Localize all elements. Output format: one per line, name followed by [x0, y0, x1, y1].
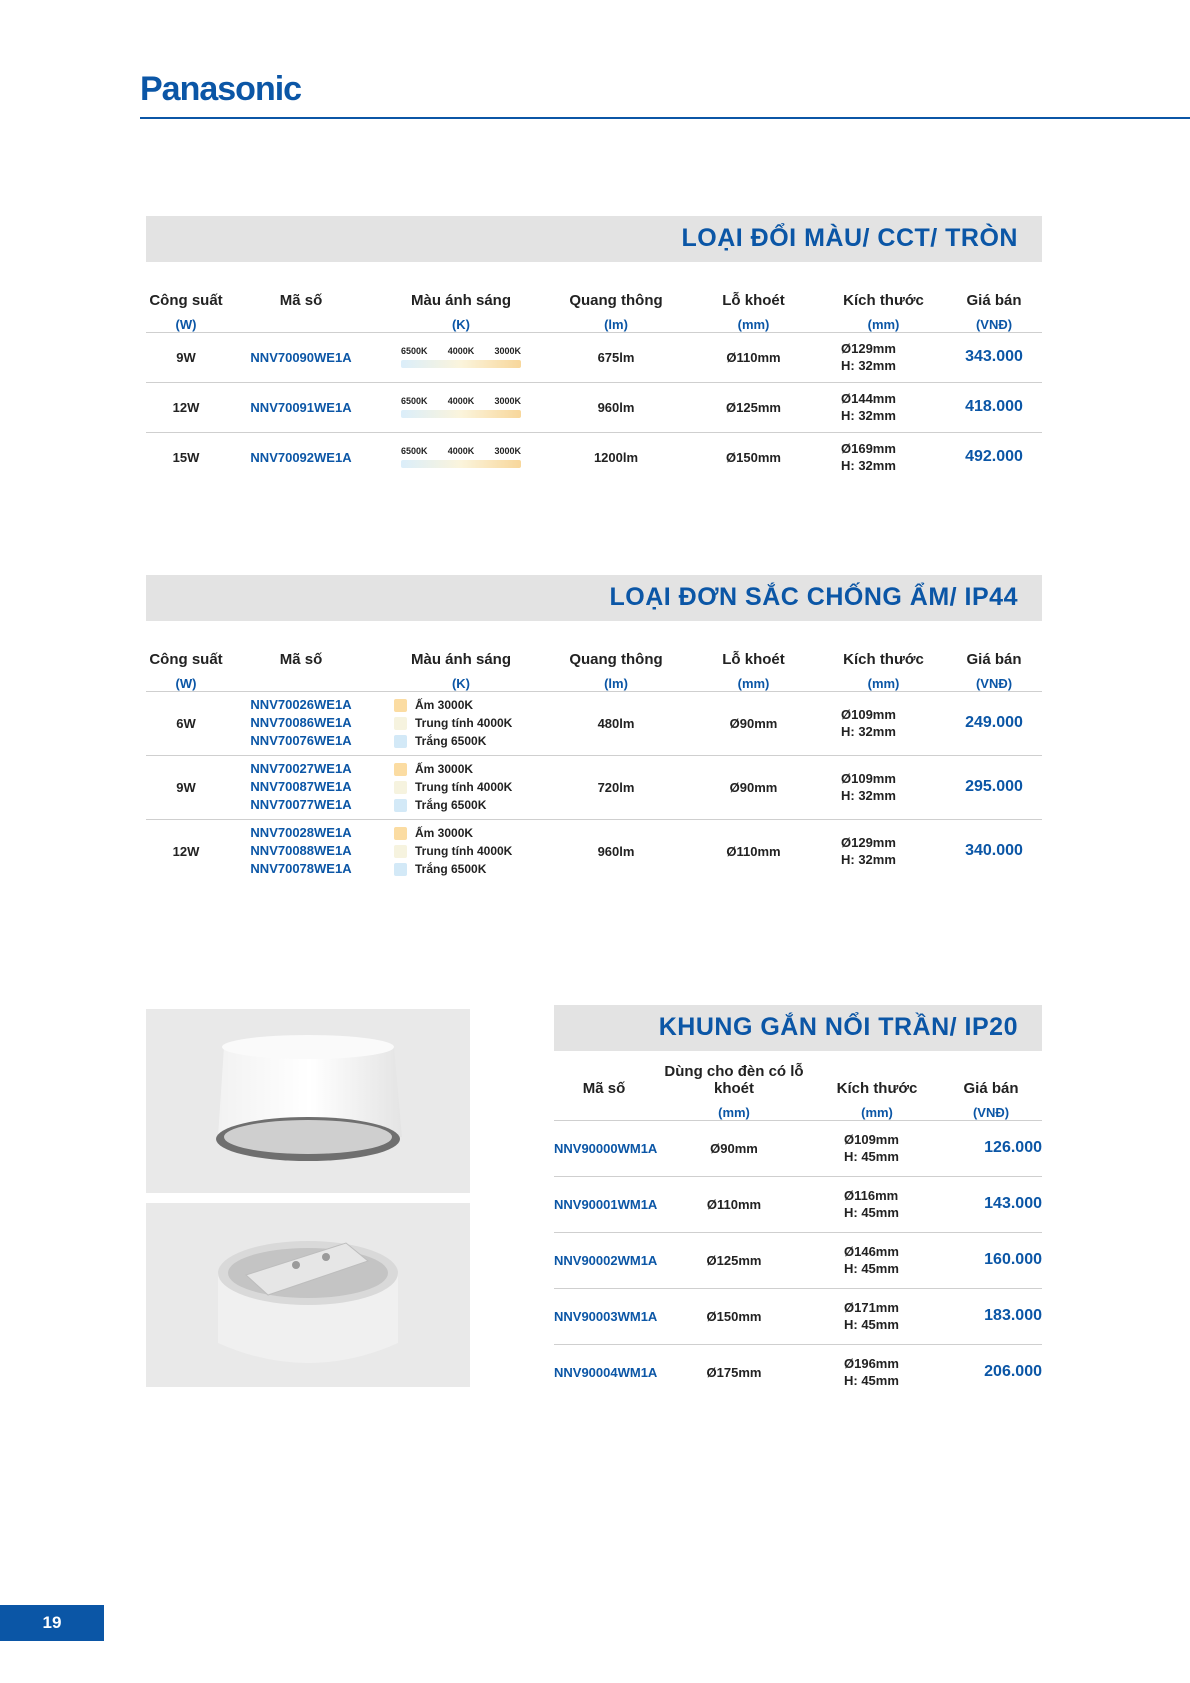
- price-cell: [940, 1120, 1042, 1176]
- header-unit: [554, 1105, 654, 1120]
- header-label: Quang thông: [569, 291, 663, 309]
- product-code: NNV70092WE1A: [250, 449, 352, 465]
- code-cell: [554, 1176, 658, 1232]
- cutout-cell: [654, 1288, 814, 1344]
- size-cell: [814, 1344, 940, 1400]
- size-height: H: 32mm: [841, 458, 896, 474]
- power-cell: [146, 382, 226, 432]
- cutout-cell: [654, 1232, 814, 1288]
- cct-header-2: [376, 282, 546, 332]
- header-unit: (W): [175, 675, 197, 691]
- table-row: [554, 1232, 1042, 1288]
- size-diameter: Ø109mm: [844, 1132, 899, 1147]
- header-label: Kích thước: [843, 291, 924, 309]
- price-cell: [946, 819, 1042, 883]
- color-swatch: [394, 863, 407, 876]
- size-cell: [821, 691, 946, 755]
- header-unit: (lm): [604, 675, 628, 691]
- color-cell: [376, 432, 546, 482]
- price-cell: [940, 1344, 1042, 1400]
- lumen-value: 960lm: [597, 399, 635, 415]
- table-row: [146, 755, 1042, 819]
- ip44-header-6: [946, 639, 1042, 691]
- header-label: Quang thông: [569, 650, 663, 668]
- price-value: 160.000: [984, 1251, 1042, 1268]
- product-code: NNV70088WE1A: [250, 843, 352, 859]
- color-label: Trắng 6500K: [415, 734, 487, 748]
- code-cell: [554, 1344, 658, 1400]
- color-swatch: [394, 799, 407, 812]
- cutout-cell: [686, 819, 821, 883]
- size-cell: [821, 432, 946, 482]
- color-swatch-item: [394, 778, 546, 796]
- cct-header-6: [946, 282, 1042, 332]
- header-unit: (mm): [737, 316, 770, 332]
- size-height: H: 32mm: [841, 852, 896, 868]
- cutout-value: Ø175mm: [706, 1364, 762, 1380]
- lumen-value: 720lm: [597, 779, 635, 795]
- price-cell: [946, 755, 1042, 819]
- cct-table: [146, 282, 1042, 482]
- power-value: 12W: [172, 843, 200, 859]
- frame-header-0: [554, 1062, 654, 1120]
- kelvin-label: 4000K: [447, 396, 475, 406]
- ip44-header-3: [546, 639, 686, 691]
- size-cell: [821, 382, 946, 432]
- header-label: Công suất: [149, 650, 223, 668]
- product-photo-frame-bottom: [146, 1203, 470, 1387]
- ip44-header-1: [226, 639, 376, 691]
- color-label: Ấm 3000K: [415, 826, 474, 841]
- product-code: NNV90003WM1A: [554, 1308, 658, 1324]
- price-cell: [940, 1232, 1042, 1288]
- price-cell: [946, 432, 1042, 482]
- ip44-table: [146, 639, 1042, 883]
- power-cell: [146, 819, 226, 883]
- kelvin-label: 6500K: [401, 346, 428, 356]
- power-cell: [146, 332, 226, 382]
- header-label: Mã số: [582, 1079, 626, 1097]
- power-value: 9W: [176, 349, 196, 365]
- lumen-value: 960lm: [597, 843, 635, 859]
- price-value: 295.000: [965, 778, 1023, 795]
- price-value: 492.000: [965, 448, 1023, 466]
- header-unit: (mm): [737, 675, 770, 691]
- table-row: [146, 332, 1042, 382]
- size-diameter: Ø196mm: [844, 1356, 899, 1372]
- page-number: 19: [0, 1605, 104, 1641]
- table-row: [554, 1288, 1042, 1344]
- price-value: 183.000: [984, 1307, 1042, 1324]
- cutout-cell: [686, 755, 821, 819]
- cutout-cell: [654, 1120, 814, 1176]
- kelvin-label: 3000K: [494, 346, 521, 356]
- header-unit: [226, 676, 376, 691]
- lumen-cell: [546, 755, 686, 819]
- code-cell: [226, 382, 376, 432]
- price-value: 206.000: [984, 1363, 1042, 1381]
- color-label: Ấm 3000K: [415, 698, 474, 712]
- price-cell: [946, 691, 1042, 755]
- product-code: NNV90000WM1A: [554, 1140, 658, 1156]
- header-unit: (VNĐ): [975, 316, 1013, 332]
- color-label: Trắng 6500K: [415, 798, 487, 812]
- color-swatch: [394, 781, 407, 794]
- header-unit: (mm): [861, 1104, 893, 1120]
- cutout-cell: [654, 1176, 814, 1232]
- header-label: Giá bán: [966, 650, 1022, 668]
- cct-header-4: [686, 282, 821, 332]
- size-height: H: 32mm: [841, 408, 896, 423]
- size-height: H: 45mm: [844, 1261, 899, 1276]
- cutout-value: Ø150mm: [706, 1308, 762, 1324]
- price-value: 143.000: [984, 1195, 1042, 1212]
- header-label: Màu ánh sáng: [410, 650, 511, 668]
- frame-table: [554, 1062, 1042, 1400]
- cutout-value: Ø110mm: [706, 1196, 762, 1212]
- code-cell: [554, 1232, 658, 1288]
- code-cell: [226, 691, 376, 755]
- product-code: NNV70027WE1A: [250, 761, 352, 776]
- size-height: H: 32mm: [841, 724, 896, 739]
- price-value: 418.000: [965, 398, 1023, 415]
- product-code: NNV70078WE1A: [250, 861, 352, 877]
- frame-header-3: [940, 1062, 1042, 1120]
- ip44-section-bar: [146, 575, 1042, 621]
- header-unit: [226, 317, 376, 332]
- power-value: 12W: [172, 399, 200, 415]
- cutout-cell: [686, 691, 821, 755]
- cutout-value: Ø125mm: [726, 399, 781, 415]
- lumen-cell: [546, 332, 686, 382]
- header-label: Lỗ khoét: [722, 291, 785, 309]
- header-unit: (VNĐ): [972, 1104, 1010, 1120]
- cct-header-0: [146, 282, 226, 332]
- cutout-cell: [654, 1344, 814, 1400]
- color-cell: [376, 819, 546, 883]
- color-label: Ấm 3000K: [415, 762, 474, 776]
- table-row: [554, 1176, 1042, 1232]
- size-diameter: Ø109mm: [841, 771, 896, 786]
- table-row: [146, 691, 1042, 755]
- product-code: NNV70076WE1A: [250, 733, 352, 748]
- size-diameter: Ø146mm: [844, 1244, 899, 1259]
- table-row: [554, 1344, 1042, 1400]
- price-cell: [946, 382, 1042, 432]
- lumen-value: 480lm: [597, 715, 635, 731]
- color-swatch: [394, 735, 407, 748]
- code-cell: [554, 1120, 658, 1176]
- color-swatch: [394, 845, 407, 858]
- color-swatch: [394, 763, 407, 776]
- size-diameter: Ø169mm: [841, 441, 896, 457]
- power-value: 6W: [176, 715, 196, 731]
- header-rule: [140, 117, 1190, 119]
- header-unit: (VNĐ): [975, 675, 1013, 691]
- header-label: Giá bán: [966, 291, 1022, 309]
- size-height: H: 45mm: [844, 1205, 899, 1220]
- cutout-cell: [686, 432, 821, 482]
- color-swatch-item: [394, 842, 546, 860]
- color-swatch-item: [394, 714, 546, 732]
- header-label: Mã số: [279, 291, 323, 309]
- header-label: Kích thước: [843, 650, 924, 668]
- cct-gradient-bar: [401, 410, 521, 418]
- size-diameter: Ø109mm: [841, 707, 896, 722]
- header-label: Giá bán: [963, 1079, 1019, 1097]
- cutout-cell: [686, 382, 821, 432]
- table-row: [146, 432, 1042, 482]
- product-code: NNV70090WE1A: [250, 349, 352, 365]
- product-code: NNV70086WE1A: [250, 715, 352, 730]
- ip44-header-0: [146, 639, 226, 691]
- size-diameter: Ø144mm: [841, 391, 896, 406]
- lumen-value: 675lm: [597, 349, 635, 365]
- header-unit: (W): [175, 316, 197, 332]
- cutout-cell: [686, 332, 821, 382]
- price-cell: [940, 1176, 1042, 1232]
- product-code: NNV70026WE1A: [250, 697, 352, 712]
- lumen-cell: [546, 819, 686, 883]
- size-cell: [821, 819, 946, 883]
- price-cell: [940, 1288, 1042, 1344]
- power-cell: [146, 755, 226, 819]
- color-cell: [376, 382, 546, 432]
- header-label: Kích thước: [836, 1079, 918, 1097]
- power-value: 9W: [176, 779, 196, 795]
- header-unit: (K): [451, 675, 471, 691]
- cutout-value: Ø110mm: [726, 843, 781, 859]
- header-unit: (K): [451, 316, 471, 332]
- size-cell: [814, 1176, 940, 1232]
- ip44-section-title: LOẠI ĐƠN SẮC CHỐNG ẨM/ IP44: [609, 583, 1018, 611]
- frame-section-title: KHUNG GẮN NỔI TRẦN/ IP20: [658, 1013, 1018, 1041]
- code-cell: [554, 1288, 658, 1344]
- color-cell: [376, 755, 546, 819]
- product-code: NNV70028WE1A: [250, 825, 352, 841]
- brand-logo: Panasonic: [140, 70, 302, 108]
- color-swatch-item: [394, 760, 546, 778]
- kelvin-label: 6500K: [401, 446, 428, 457]
- size-diameter: Ø171mm: [844, 1300, 899, 1315]
- product-code: NNV90004WM1A: [554, 1364, 658, 1380]
- size-cell: [821, 332, 946, 382]
- size-height: H: 45mm: [844, 1317, 899, 1332]
- product-code: NNV70077WE1A: [250, 797, 352, 812]
- power-cell: [146, 691, 226, 755]
- kelvin-label: 4000K: [447, 346, 475, 356]
- price-value: 126.000: [984, 1139, 1042, 1156]
- ip44-header-2: [376, 639, 546, 691]
- size-cell: [814, 1232, 940, 1288]
- size-diameter: Ø129mm: [841, 835, 896, 851]
- header-unit: (mm): [867, 316, 900, 332]
- kelvin-label: 3000K: [494, 396, 521, 406]
- size-diameter: Ø129mm: [841, 341, 896, 356]
- code-cell: [226, 755, 376, 819]
- ip44-header-4: [686, 639, 821, 691]
- color-swatch: [394, 699, 407, 712]
- code-cell: [226, 432, 376, 482]
- price-cell: [946, 332, 1042, 382]
- table-row: [146, 819, 1042, 883]
- cct-header-1: [226, 282, 376, 332]
- product-code: NNV90002WM1A: [554, 1252, 658, 1268]
- color-cell: [376, 332, 546, 382]
- cct-section-bar: [146, 216, 1042, 262]
- product-code: NNV90001WM1A: [554, 1196, 658, 1212]
- color-swatch: [394, 717, 407, 730]
- cutout-value: Ø90mm: [729, 715, 778, 731]
- header-label: Mã số: [279, 650, 323, 668]
- color-label: Trung tính 4000K: [415, 716, 513, 730]
- color-swatch-item: [394, 732, 546, 750]
- power-value: 15W: [172, 449, 200, 465]
- cutout-value: Ø110mm: [726, 349, 781, 365]
- cutout-value: Ø90mm: [729, 779, 778, 795]
- product-code: NNV70091WE1A: [250, 399, 352, 415]
- frame-section-bar: [554, 1005, 1042, 1051]
- table-row: [554, 1120, 1042, 1176]
- code-cell: [226, 819, 376, 883]
- header-unit: (lm): [604, 316, 628, 332]
- lumen-cell: [546, 432, 686, 482]
- size-cell: [821, 755, 946, 819]
- color-label: Trắng 6500K: [415, 862, 487, 877]
- price-value: 249.000: [965, 714, 1023, 731]
- kelvin-label: 6500K: [401, 396, 428, 406]
- size-diameter: Ø116mm: [844, 1188, 899, 1203]
- header-label: Dùng cho đèn có lỗ khoét: [664, 1062, 804, 1097]
- cutout-value: Ø150mm: [726, 449, 781, 465]
- color-label: Trung tính 4000K: [415, 780, 513, 794]
- kelvin-label: 3000K: [494, 446, 521, 457]
- header-unit: (mm): [718, 1104, 750, 1120]
- header-label: Lỗ khoét: [722, 650, 785, 668]
- color-label: Trung tính 4000K: [415, 844, 513, 859]
- color-swatch-item: [394, 824, 546, 842]
- cct-header-3: [546, 282, 686, 332]
- color-swatch-item: [394, 860, 546, 878]
- lumen-cell: [546, 382, 686, 432]
- size-height: H: 45mm: [844, 1373, 899, 1389]
- cutout-value: Ø90mm: [710, 1140, 758, 1156]
- color-swatch-item: [394, 796, 546, 814]
- size-cell: [814, 1288, 940, 1344]
- color-cell: [376, 691, 546, 755]
- color-swatch-item: [394, 696, 546, 714]
- size-height: H: 45mm: [844, 1149, 899, 1164]
- color-swatch: [394, 827, 407, 840]
- size-cell: [814, 1120, 940, 1176]
- size-height: H: 32mm: [841, 788, 896, 803]
- cct-section-title: LOẠI ĐỔI MÀU/ CCT/ TRÒN: [681, 224, 1018, 252]
- cct-gradient-bar: [401, 460, 521, 468]
- price-value: 340.000: [965, 842, 1023, 860]
- code-cell: [226, 332, 376, 382]
- kelvin-label: 4000K: [447, 446, 475, 457]
- product-code: NNV70087WE1A: [250, 779, 352, 794]
- frame-header-1: [654, 1062, 814, 1120]
- frame-header-2: [814, 1062, 940, 1120]
- size-height: H: 32mm: [841, 358, 896, 373]
- ip44-header-5: [821, 639, 946, 691]
- lumen-value: 1200lm: [593, 449, 639, 465]
- table-row: [146, 382, 1042, 432]
- cutout-value: Ø125mm: [706, 1252, 762, 1268]
- header-label: Công suất: [149, 291, 223, 309]
- power-cell: [146, 432, 226, 482]
- lumen-cell: [546, 691, 686, 755]
- header-unit: (mm): [867, 675, 900, 691]
- product-photo-frame-top: [146, 1009, 470, 1193]
- cct-header-5: [821, 282, 946, 332]
- cct-gradient-bar: [401, 360, 521, 368]
- price-value: 343.000: [965, 348, 1023, 365]
- header-label: Màu ánh sáng: [410, 291, 511, 309]
